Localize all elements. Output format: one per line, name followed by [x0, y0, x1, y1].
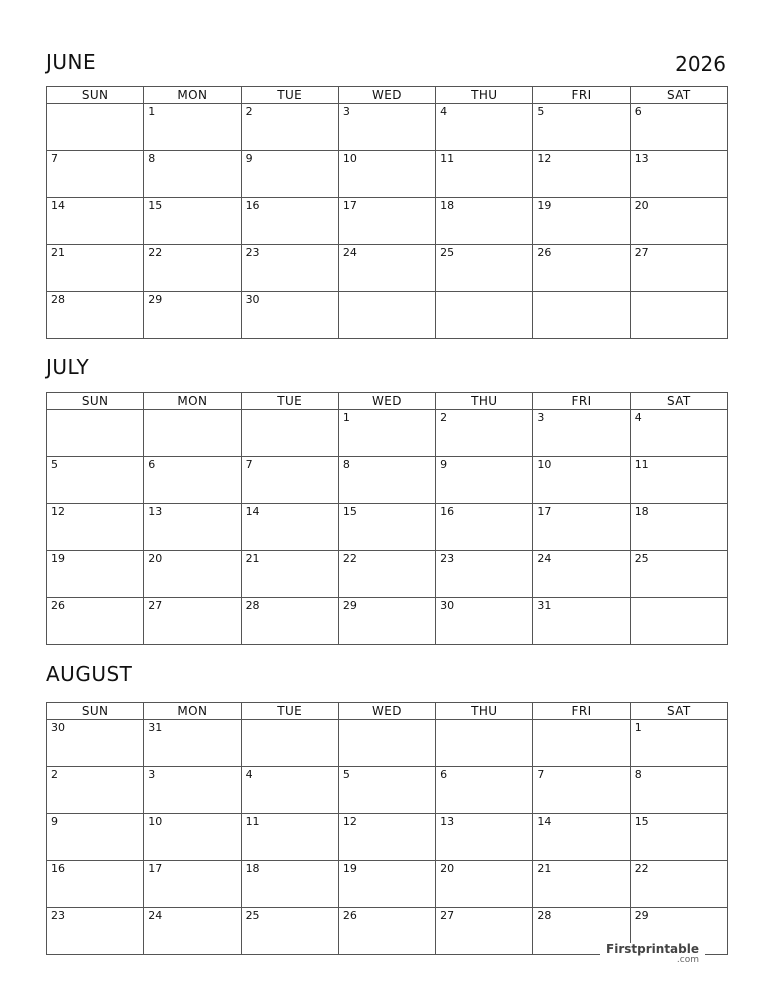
day-cell — [436, 861, 533, 908]
day-cell — [436, 598, 533, 645]
day-number: 4 — [634, 411, 642, 424]
weekday-header: THU — [436, 703, 533, 720]
day-number: 29 — [148, 293, 163, 306]
day-number: 15 — [342, 505, 357, 518]
calendar-july — [46, 392, 728, 645]
day-cell — [144, 292, 241, 339]
day-number: 27 — [148, 599, 163, 612]
day-cell — [338, 504, 435, 551]
day-number: 24 — [537, 552, 552, 565]
weekday-header-row — [47, 87, 728, 104]
calendar-june — [46, 86, 728, 339]
day-cell — [338, 245, 435, 292]
day-cell — [144, 198, 241, 245]
day-number: 11 — [245, 815, 260, 828]
day-number: 16 — [51, 862, 65, 875]
day-cell — [144, 457, 241, 504]
day-cell — [241, 598, 338, 645]
day-cell — [47, 104, 144, 151]
day-cell — [338, 151, 435, 198]
day-number: 15 — [148, 199, 163, 212]
day-number: 12 — [342, 815, 357, 828]
day-cell — [144, 504, 241, 551]
week-row — [47, 104, 728, 151]
day-cell — [630, 814, 727, 861]
day-cell — [533, 720, 630, 767]
day-cell — [338, 198, 435, 245]
weekday-header: THU — [436, 87, 533, 104]
day-cell — [436, 104, 533, 151]
day-number: 1 — [634, 721, 642, 734]
day-cell — [630, 598, 727, 645]
day-number: 8 — [342, 458, 350, 471]
week-row — [47, 198, 728, 245]
day-cell — [630, 198, 727, 245]
day-number: 27 — [440, 909, 455, 922]
day-number: 7 — [245, 458, 253, 471]
day-number: 30 — [245, 293, 260, 306]
day-number: 20 — [148, 552, 163, 565]
weekday-header: SUN — [47, 393, 144, 410]
day-number: 22 — [342, 552, 357, 565]
day-number: 2 — [51, 768, 58, 781]
day-cell — [533, 814, 630, 861]
day-cell — [533, 151, 630, 198]
day-number: 19 — [51, 552, 65, 565]
day-cell — [47, 410, 144, 457]
day-cell — [144, 245, 241, 292]
day-number: 9 — [440, 458, 448, 471]
day-number: 15 — [634, 815, 649, 828]
day-cell — [241, 551, 338, 598]
weekday-header: WED — [338, 393, 435, 410]
weekday-header: MON — [144, 87, 241, 104]
day-cell — [338, 457, 435, 504]
year-title: 2026 — [675, 52, 726, 76]
day-number: 20 — [634, 199, 649, 212]
month-title-july: JULY — [46, 355, 90, 379]
day-number: 26 — [342, 909, 357, 922]
weekday-header: SUN — [47, 87, 144, 104]
week-row — [47, 292, 728, 339]
day-number: 3 — [342, 105, 350, 118]
day-cell — [241, 151, 338, 198]
day-cell — [630, 245, 727, 292]
day-cell — [436, 504, 533, 551]
week-row — [47, 767, 728, 814]
day-cell — [338, 551, 435, 598]
day-cell — [630, 457, 727, 504]
weekday-header: FRI — [533, 393, 630, 410]
day-cell — [630, 551, 727, 598]
day-number: 9 — [245, 152, 253, 165]
day-number: 22 — [148, 246, 163, 259]
day-cell — [338, 720, 435, 767]
day-number: 28 — [537, 909, 552, 922]
day-number: 30 — [51, 721, 65, 734]
day-cell — [436, 292, 533, 339]
day-cell — [630, 292, 727, 339]
day-number: 26 — [51, 599, 65, 612]
day-number: 11 — [634, 458, 649, 471]
day-number: 18 — [634, 505, 649, 518]
day-number: 25 — [245, 909, 260, 922]
day-number: 2 — [245, 105, 253, 118]
day-cell — [630, 504, 727, 551]
day-number: 17 — [537, 505, 552, 518]
day-cell — [533, 551, 630, 598]
calendar-august — [46, 702, 728, 955]
day-cell — [338, 598, 435, 645]
day-number: 13 — [634, 152, 649, 165]
day-number: 30 — [440, 599, 455, 612]
day-cell — [436, 198, 533, 245]
day-cell — [533, 410, 630, 457]
day-number: 19 — [537, 199, 552, 212]
day-cell — [338, 767, 435, 814]
day-number: 31 — [148, 721, 163, 734]
day-cell — [436, 908, 533, 955]
weekday-header: SAT — [630, 87, 727, 104]
day-cell — [533, 104, 630, 151]
week-row — [47, 245, 728, 292]
day-cell — [436, 720, 533, 767]
day-number: 17 — [148, 862, 163, 875]
day-cell — [47, 245, 144, 292]
weekday-header: THU — [436, 393, 533, 410]
day-number: 10 — [537, 458, 552, 471]
day-cell — [630, 720, 727, 767]
day-cell — [144, 151, 241, 198]
day-cell — [533, 292, 630, 339]
day-number: 23 — [440, 552, 455, 565]
day-cell — [47, 551, 144, 598]
day-number: 25 — [440, 246, 455, 259]
day-cell — [533, 861, 630, 908]
brand-watermark — [600, 943, 705, 965]
weekday-header: SAT — [630, 703, 727, 720]
weekday-header: WED — [338, 703, 435, 720]
day-cell — [630, 151, 727, 198]
day-cell — [241, 504, 338, 551]
day-cell — [144, 861, 241, 908]
day-cell — [338, 292, 435, 339]
day-cell — [241, 861, 338, 908]
weekday-header: MON — [144, 393, 241, 410]
day-cell — [533, 767, 630, 814]
day-number: 14 — [537, 815, 552, 828]
brand-domain: .com — [676, 955, 699, 965]
day-number: 23 — [245, 246, 260, 259]
day-number: 9 — [51, 815, 58, 828]
weekday-header: FRI — [533, 87, 630, 104]
day-number: 4 — [245, 768, 253, 781]
day-cell — [241, 198, 338, 245]
weekday-header-row — [47, 393, 728, 410]
day-cell — [144, 908, 241, 955]
day-cell — [436, 410, 533, 457]
day-number: 27 — [634, 246, 649, 259]
day-cell — [436, 457, 533, 504]
day-number: 17 — [342, 199, 357, 212]
day-cell — [144, 598, 241, 645]
weekday-header: SAT — [630, 393, 727, 410]
day-number: 3 — [148, 768, 156, 781]
day-number: 1 — [148, 105, 156, 118]
weekday-header: TUE — [241, 87, 338, 104]
day-number: 16 — [440, 505, 455, 518]
day-number: 23 — [51, 909, 65, 922]
day-number: 12 — [537, 152, 552, 165]
weekday-header-row — [47, 703, 728, 720]
day-cell — [144, 551, 241, 598]
day-number: 8 — [148, 152, 156, 165]
weekday-header: FRI — [533, 703, 630, 720]
day-cell — [338, 410, 435, 457]
day-number: 24 — [342, 246, 357, 259]
day-cell — [436, 245, 533, 292]
day-number: 21 — [245, 552, 260, 565]
day-cell — [47, 198, 144, 245]
week-row — [47, 598, 728, 645]
brand-name: Firstprintable — [606, 942, 699, 956]
day-cell — [436, 814, 533, 861]
day-cell — [630, 767, 727, 814]
day-number: 24 — [148, 909, 163, 922]
week-row — [47, 151, 728, 198]
day-cell — [47, 292, 144, 339]
day-number: 5 — [51, 458, 58, 471]
day-cell — [241, 245, 338, 292]
day-cell — [47, 457, 144, 504]
day-cell — [241, 908, 338, 955]
day-cell — [338, 908, 435, 955]
day-cell — [630, 104, 727, 151]
day-number: 18 — [440, 199, 455, 212]
week-row — [47, 410, 728, 457]
day-number: 28 — [245, 599, 260, 612]
week-row — [47, 504, 728, 551]
weekday-header: WED — [338, 87, 435, 104]
day-number: 19 — [342, 862, 357, 875]
day-number: 13 — [148, 505, 163, 518]
day-cell — [630, 861, 727, 908]
day-cell — [533, 198, 630, 245]
day-cell — [241, 720, 338, 767]
day-number: 26 — [537, 246, 552, 259]
week-row — [47, 551, 728, 598]
day-number: 11 — [440, 152, 455, 165]
day-cell — [144, 410, 241, 457]
day-number: 13 — [440, 815, 455, 828]
day-number: 22 — [634, 862, 649, 875]
week-row — [47, 720, 728, 767]
day-cell — [338, 104, 435, 151]
day-number: 6 — [440, 768, 448, 781]
day-number: 20 — [440, 862, 455, 875]
day-cell — [47, 720, 144, 767]
day-number: 6 — [634, 105, 642, 118]
day-cell — [47, 504, 144, 551]
week-row — [47, 814, 728, 861]
day-number: 18 — [245, 862, 260, 875]
day-cell — [338, 814, 435, 861]
day-number: 7 — [537, 768, 545, 781]
day-number: 25 — [634, 552, 649, 565]
day-cell — [241, 410, 338, 457]
weekday-header: TUE — [241, 393, 338, 410]
weekday-header: SUN — [47, 703, 144, 720]
day-number: 14 — [245, 505, 260, 518]
day-cell — [47, 861, 144, 908]
day-cell — [533, 598, 630, 645]
day-cell — [338, 861, 435, 908]
day-number: 29 — [634, 909, 649, 922]
day-cell — [47, 908, 144, 955]
day-cell — [241, 814, 338, 861]
day-cell — [144, 814, 241, 861]
day-number: 29 — [342, 599, 357, 612]
day-cell — [436, 151, 533, 198]
month-title-august: AUGUST — [46, 662, 133, 686]
day-cell — [144, 767, 241, 814]
day-cell — [241, 767, 338, 814]
day-number: 31 — [537, 599, 552, 612]
day-number: 28 — [51, 293, 65, 306]
day-number: 10 — [148, 815, 163, 828]
day-cell — [241, 104, 338, 151]
day-cell — [144, 104, 241, 151]
day-number: 16 — [245, 199, 260, 212]
day-cell — [47, 814, 144, 861]
day-number: 5 — [537, 105, 545, 118]
day-cell — [436, 551, 533, 598]
weekday-header: MON — [144, 703, 241, 720]
day-number: 1 — [342, 411, 350, 424]
day-cell — [144, 720, 241, 767]
day-cell — [241, 457, 338, 504]
day-number: 7 — [51, 152, 58, 165]
day-number: 8 — [634, 768, 642, 781]
day-number: 12 — [51, 505, 65, 518]
day-number: 4 — [440, 105, 448, 118]
day-number: 3 — [537, 411, 545, 424]
day-number: 10 — [342, 152, 357, 165]
weekday-header: TUE — [241, 703, 338, 720]
day-number: 6 — [148, 458, 156, 471]
day-cell — [533, 457, 630, 504]
day-cell — [533, 504, 630, 551]
day-number: 21 — [51, 246, 65, 259]
day-number: 14 — [51, 199, 65, 212]
week-row — [47, 861, 728, 908]
week-row — [47, 457, 728, 504]
day-cell — [436, 767, 533, 814]
day-cell — [241, 292, 338, 339]
month-title-june: JUNE — [46, 50, 97, 74]
day-number: 5 — [342, 768, 350, 781]
day-cell — [630, 410, 727, 457]
day-cell — [47, 151, 144, 198]
day-cell — [47, 767, 144, 814]
day-number: 21 — [537, 862, 552, 875]
day-cell — [533, 245, 630, 292]
day-cell — [47, 598, 144, 645]
day-number: 2 — [440, 411, 448, 424]
